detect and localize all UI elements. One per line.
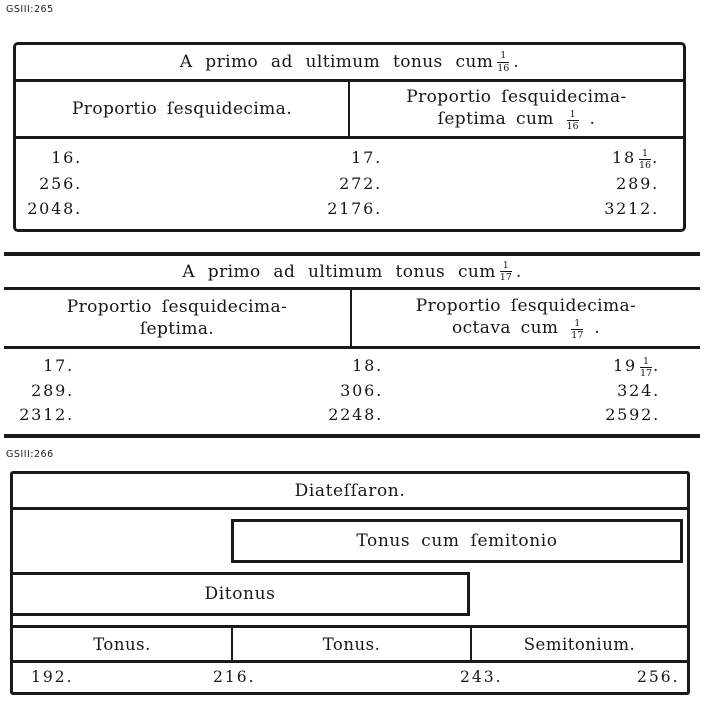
table-row [4,379,700,403]
value-cell: 17. [351,148,382,167]
table2-title-text: A primo ad ultimum tonus cum [182,261,496,282]
cell-tonus-1: Tonus. [13,628,233,660]
table-row [4,354,700,379]
diatessaron-diagram [10,471,690,695]
table2-header-right [350,290,700,346]
value-cell: 18. [352,356,383,375]
bar-diatessaron: Diateſſaron. [13,474,687,510]
value-cell: 3212. [604,198,659,218]
table2-header-left [4,290,350,346]
value-cell: 2176. [327,198,382,218]
table1-title-suffix: . [513,52,520,72]
header-line: Proportio ſesquidecima- [66,296,288,317]
value-cell: 16. [51,148,82,167]
value-cell: 2048. [27,198,82,218]
table-tonus-cum-seventeenth [4,252,700,438]
value-cell: 19 $\frac{1}{17}$ . [613,355,660,379]
value-cell: 17. [43,356,74,375]
value-cell: 306. [340,380,383,400]
table1-header-right [348,82,683,136]
fraction: $\frac{1}{16}$ [497,50,510,74]
table-row [16,171,683,196]
fraction: $\frac{1}{16}$ [639,147,652,171]
value-cell: 2248. [328,404,383,424]
number-192: 192. [31,668,74,686]
value-cell: 272. [339,173,382,193]
value-cell: 18 $\frac{1}{16}$ . [612,147,659,171]
number-243: 243. [460,668,503,686]
cell-semitonium: Semitonium. [523,634,636,654]
table1-title [16,45,683,82]
page-reference-top: GSIII:265 [6,4,54,15]
bar-tonus-cum-semitonio: Tonus cum ſemitonio [231,519,683,563]
fraction: $\frac{1}{17}$ [640,355,653,379]
header-line: ſeptima cum $\frac{1}{16}$ . [437,108,596,133]
number-216: 216. [213,668,256,686]
value-cell: 324. [617,380,660,400]
header-line: Proportio ſesquidecima- [406,87,627,108]
table2-title-suffix: . [515,261,522,282]
value-cell: 289. [31,380,74,400]
interval-band [13,625,687,663]
fraction: $\frac{1}{16}$ [566,108,579,133]
header-line: ſeptima. [139,319,215,339]
bar-ditonus: Ditonus [13,572,470,616]
table-row [16,145,683,171]
table-row [4,403,700,427]
header-line: Proportio ſesquidecima- [415,296,637,317]
cell-tonus-2: Tonus. [233,628,472,660]
fraction: $\frac{1}{17}$ [571,317,584,342]
table1-header-left: Proportio ſesquidecima. [71,99,293,119]
value-cell: 289. [616,173,659,193]
table2-header-row [4,290,700,349]
table-tonus-cum-sixteenth [13,42,686,232]
value-cell: 2592. [605,404,660,424]
table2-title [4,256,700,290]
page-reference-bottom: GSIII:266 [6,449,54,460]
table1-header-row [16,82,683,139]
table-row [16,196,683,221]
number-256: 256. [637,668,680,686]
fraction: $\frac{1}{17}$ [499,259,512,283]
value-cell: 2312. [19,404,74,424]
string-length-numbers [13,663,687,692]
table1-body [16,139,683,229]
header-line: octava cum $\frac{1}{17}$ . [452,317,600,342]
value-cell: 256. [39,173,82,193]
table2-body [4,349,700,434]
table1-title-text: A primo ad ultimum tonus cum [179,52,494,72]
